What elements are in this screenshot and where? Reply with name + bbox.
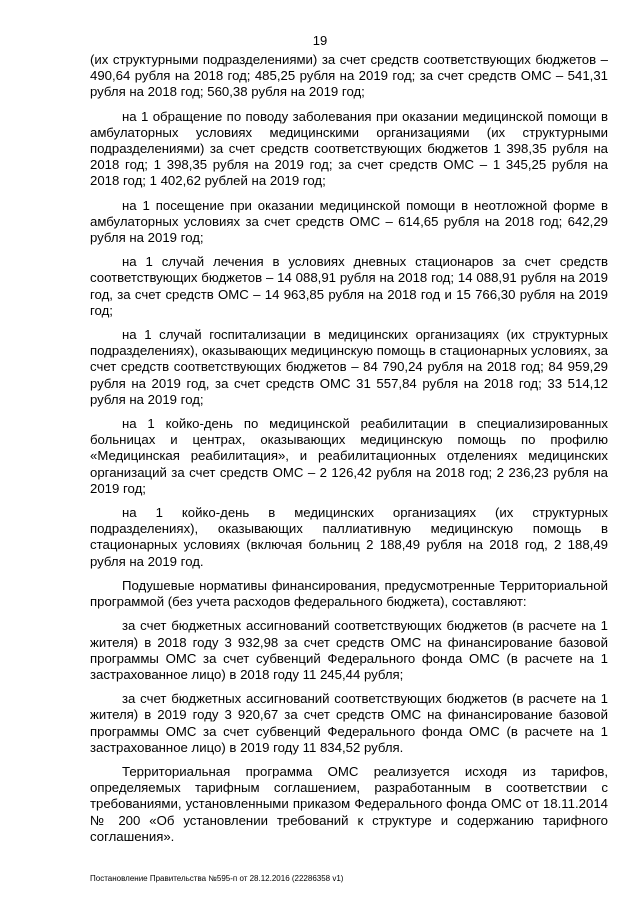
paragraph-5: на 1 случай госпитализации в медицинских организациях (их структурных подразделениях), оказывающих медицинскую помощь в стационарных условиях, за счет средств соответствующих бюджетов – 84 790,24 рубля на 2018 год; 84 959,29 рубля на 2019 год, за счет средств ОМС 31 557,84 рубля на 2018 год; 33 514,12 рубля на 2019 год; xyxy=(90,327,608,407)
paragraph-4: на 1 случай лечения в условиях дневных стационаров за счет средств соответствующих бюджетов – 14 088,91 рубля на 2018 год; 14 088,91 рубля на 2019 год, за счет средств ОМС – 14 963,85 рубля на 2018 год и 15 766,30 рубля на 2019 год; xyxy=(90,254,608,318)
paragraph-11: Территориальная программа ОМС реализуется исходя из тарифов, определяемых тарифным соглашением, разработанным в соответствии с требованиями, установленными приказом Федерального фонда ОМС от 18.11.2014 № 200 «Об установлении требований к структуре и содержанию тарифного соглашения». xyxy=(90,763,608,844)
page-number: 19 xyxy=(312,33,328,48)
paragraph-7: на 1 койко-день в медицинских организациях (их структурных подразделениях), оказывающих паллиативную медицинскую помощь в стационарных условиях (включая больниц 2 188,49 рубля на 2018 год, 2 188,49 рубля на 2019 год. xyxy=(90,505,608,569)
paragraph-8: Подушевые нормативы финансирования, предусмотренные Территориальной программой (без учета расходов федерального бюджета), составляют: xyxy=(90,577,608,610)
paragraph-10: за счет бюджетных ассигнований соответствующих бюджетов (в расчете на 1 жителя) в 2019 году 3 920,67 за счет средств ОМС на финансирование базовой программы ОМС за счет субвенций Федерального фонда ОМС (в расчете на 1 застрахованное лицо) в 2019 году 11 834,52 рубля. xyxy=(90,691,608,755)
paragraph-3: на 1 посещение при оказании медицинской помощи в неотложной форме в амбулаторных условиях за счет средств ОМС – 614,65 рубля на 2018 год; 642,29 рубля на 2019 год; xyxy=(90,197,608,246)
paragraph-1: (их структурными подразделениями) за счет средств соответствующих бюджетов – 490,64 рубля на 2018 год; 485,25 рубля на 2019 год; за счет средств ОМС – 541,31 рубля на 2018 год; 560,38 рубля на 2019 год; xyxy=(90,52,608,100)
document-body xyxy=(90,52,608,853)
document-footer: Постановление Правительства №595-п от 28.12.2016 (22286358 v1) xyxy=(90,874,344,883)
paragraph-6: на 1 койко-день по медицинской реабилитации в специализированных больницах и центрах, оказывающих медицинскую помощь по профилю «Медицинская реабилитация», и реабилитационных отделениях медицинских организаций за счет средств ОМС – 2 126,42 рубля на 2018 год; 2 236,23 рубля на 2019 год; xyxy=(90,416,608,496)
paragraph-2: на 1 обращение по поводу заболевания при оказании медицинской помощи в амбулаторных условиях медицинскими организациями (их структурными подразделениями) за счет средств соответствующих бюджетов 1 398,35 рубля на 2018 год; 1 398,35 рубля на 2019 год; за счет средств ОМС – 1 345,25 рубля на 2018 год; 1 402,62 рублей на 2019 год; xyxy=(90,108,608,189)
paragraph-9: за счет бюджетных ассигнований соответствующих бюджетов (в расчете на 1 жителя) в 2018 году 3 932,98 за счет средств ОМС на финансирование базовой программы ОМС за счет субвенций Федерального фонда ОМС (в расчете на 1 застрахованное лицо) в 2018 году 11 245,44 рубля; xyxy=(90,618,608,682)
